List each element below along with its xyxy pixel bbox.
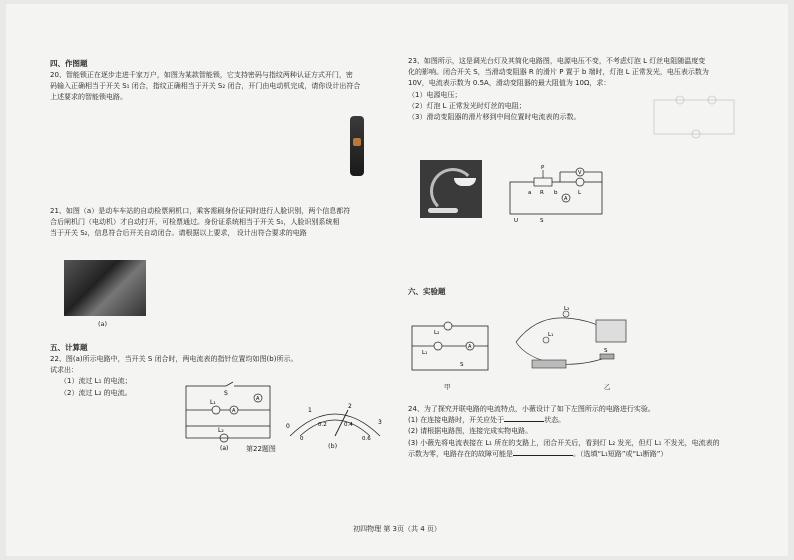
q23-line-3: 10V，电流表示数为 0.5A，滑动变阻器的最大阻值为 10Ω，求： [408,79,611,88]
q23-label-s: S [540,218,544,224]
q23-circuit-diagram [504,164,608,226]
q21-caption: (a) [98,320,108,328]
q20-line-3: 上述要求的智能锁电路。 [50,93,127,102]
q22-meter-tick-0: 0 [286,423,290,430]
q22-figure-label: 第22题图 [246,445,276,453]
q22-meter-tick-7: 0.6 [362,436,371,442]
desk-lamp-photo [420,160,482,218]
q22-l1-label: L₁ [210,399,216,406]
q22-ammeter-dial [282,396,388,442]
q24-line-1: 24、为了探究并联电路的电流特点，小薇设计了如下左图所示的电路进行实验。 [408,405,655,413]
q24-physical-s: S [604,348,608,354]
q24-physical-circuit [506,306,646,384]
q24-physical-l1: L₁ [548,332,554,338]
q24-schematic [408,318,500,378]
q22-line-1: 22、图(a)所示电路中，当开关 S 闭合时，两电流表的指针位置均如图(b)所示。 [50,355,298,363]
q23-label-r: R [540,190,544,196]
q22-caption-a: (a) [220,445,229,452]
q24-caption-jia: 甲 [444,383,451,391]
q20-line-1: 20、智能锁正在逐步走进千家万户，如图为某款智能锁，它支持密码与指纹两种认证方式开门，密 [50,71,353,79]
ticket-gate-photo [64,260,146,316]
q23-item-3: （3）滑动变阻器的滑片移到中间位置时电流表的示数。 [408,112,581,121]
q22-meter-tick-6: 0.4 [344,422,353,428]
q24-item-1-a: (1) 在连接电路时，开关应处于 [408,416,505,425]
q23-label-b: b [554,190,558,196]
section-6-heading: 六、实验题 [408,287,446,296]
q24-blank-2[interactable] [513,455,573,456]
section-5-heading: 五、计算题 [50,343,88,352]
q22-meter-tick-3: 3 [378,419,382,426]
q22-meter-tick-4: 0 [300,436,304,442]
q24-label-l1: L₁ [422,350,428,356]
q21-line-1: 21、如图（a）是动车车站的自动检票闸机口，乘客需刷身份证同时进行人脸识别，两个信息都符 [50,207,351,215]
left-column [50,58,390,104]
q24-item-1-b: 状态。 [544,416,566,425]
q22-meter-tick-2: 2 [348,403,352,410]
q24-label-l2: L₂ [434,330,440,336]
q24-item-3-b: 示数为零，电路存在的故障可能是 [408,449,513,458]
q24-item-2: (2) 请根据电路图，连接完成实物电路。 [408,427,533,436]
q24-item-3-a: (3) 小薇先将电流表接在 L₁ 所在的支路上，闭合开关后，看到灯 L₂ 发光，但灯 L₁ 不发光，电流表的 [408,438,720,447]
q22-ammeter-1: A [232,408,236,414]
q20-line-2: 码输入正确相当于开关 S₁ 闭合，指纹正确相当于开关 S₂ 闭合，开门由电动机完成，请你设计出符合 [50,82,361,91]
q21-block [50,206,390,240]
q23-label-l: L [578,190,582,196]
q22-item-1: （1）流过 L₁ 的电流； [60,377,132,386]
q23-label-u: U [514,218,519,224]
q22-caption-b: (b) [328,442,338,450]
section-6 [408,286,748,298]
q21-line-2: 合后闸机门（电动机）才自动打开，可检票通过。身份证系统相当于开关 S₁，人脸识别系统相 [50,218,340,227]
q23-label-p: P [541,165,545,171]
q23-line-1: 23、如图所示，这是调光台灯及其简化电路图，电源电压不变，不考虑灯泡 L 灯丝电阻随温度变 [408,57,706,65]
q23-label-ammeter: A [564,196,568,202]
q22-switch-label: S [224,390,228,397]
q24-caption-yi: 乙 [604,383,611,391]
q22-ammeter-2: A [256,396,260,402]
q22-line-2: 试求出： [50,366,78,375]
section-4-heading: 四、作图题 [50,59,88,68]
q23-label-v: V [578,170,582,176]
page-footer: 初四物理 第 3页（共 4 页） [353,525,441,533]
bleed-through-circuit [650,90,740,140]
q23-label-a: a [528,190,532,196]
q22-meter-tick-1: 1 [308,407,312,414]
q21-line-3: 当于开关 S₂，信息符合后开关自动闭合。请根据以上要求， 设计出符合要求的电路 [50,229,307,238]
q24-label-s: S [460,362,464,368]
q23-item-2: （2）灯泡 L 正常发光时灯丝的电阻； [408,101,526,110]
q24-item-3-c: 。（选填“L₁短路”或“L₁断路”） [573,449,668,458]
q24-blank-1[interactable] [504,421,544,422]
q23-line-2: 化的影响。闭合开关 S，当滑动变阻器 R 的滑片 P 置于 b 端时，灯泡 L 正常发光，电压表示数为 [408,68,709,77]
q22-circuit-diagram [180,380,280,452]
q24-block [408,404,756,460]
q24-physical-l2: L₂ [564,306,570,312]
q24-label-a: A [468,344,472,350]
q23-item-1: （1）电源电压； [408,90,462,99]
smart-lock-image [350,116,364,176]
q22-item-2: （2）流过 L₂ 的电流。 [60,388,132,397]
q22-l2-label: L₂ [218,427,224,434]
q22-meter-tick-5: 0.2 [318,422,327,428]
